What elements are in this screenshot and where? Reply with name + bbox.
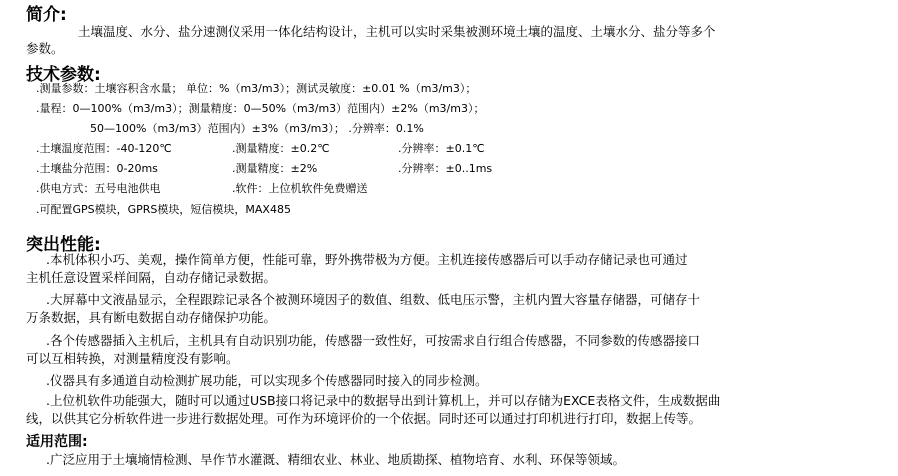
feature-2-line-1: .大屏幕中文液晶显示，全程跟踪记录各个被测环境因子的数值、组数、低电压示警，主机内置大容量存储器，可储存十 xyxy=(46,292,700,307)
feature-1-line-1: .本机体积小巧、美观，操作简单方便，性能可靠，野外携带极为方便。主机连接传感器后可以手动存储记录也可通过 xyxy=(46,252,688,267)
intro-heading: 简介: xyxy=(26,5,67,25)
spec-software: .软件：上位机软件免费赠送 xyxy=(232,182,368,195)
feature-4: .仪器具有多通道自动检测扩展功能，可以实现多个传感器同时接入的同步检测。 xyxy=(46,373,488,388)
spec-row-range-cont: 50—100%（m3/m3）范围内）±3%（m3/m3）； .分辨率：0.1% xyxy=(90,122,424,135)
intro-text-line-1: 土壤温度、水分、盐分速测仪采用一体化结构设计，主机可以实时采集被测环境土壤的温度、土壤水分、盐分等多个 xyxy=(78,24,716,39)
spec-row-measure-params: .测量参数：土壤容积含水量； 单位：%（m3/m3）；测试灵敏度：±0.01 %（m3/m3）； xyxy=(36,82,477,95)
features-heading: 突出性能: xyxy=(26,235,101,255)
feature-5-line-2: 线，以供其它分析软件进一步进行数据处理。可作为环境评价的一个依据。同时还可以通过打印机进行打印，数据上传等。 xyxy=(26,411,702,426)
scope-heading: 适用范围: xyxy=(26,434,88,450)
spec-temp-resolution: .分辨率：±0.1℃ xyxy=(398,142,485,155)
feature-3-line-2: 可以互相转换，对测量精度没有影响。 xyxy=(26,351,239,366)
intro-text-line-2: 参数。 xyxy=(26,41,64,56)
spec-row-range: .量程：0—100%（m3/m3）；测量精度：0—50%（m3/m3）范围内）±2%（m3/m3）； xyxy=(36,102,485,115)
spec-salt-range: .土壤盐分范围：0-20ms xyxy=(36,162,158,175)
feature-5-line-1: .上位机软件功能强大，随时可以通过USB接口将记录中的数据导出到计算机上，并可以存储为EXCE表格文件，生成数据曲 xyxy=(46,393,721,408)
spec-salt-accuracy: .测量精度：±2% xyxy=(232,162,318,175)
specs-heading: 技术参数: xyxy=(26,65,101,85)
spec-modules: .可配置GPS模块，GPRS模块，短信模块，MAX485 xyxy=(36,203,291,216)
spec-salt-resolution: .分辨率：±0..1ms xyxy=(398,162,493,175)
spec-temp-accuracy: .测量精度：±0.2℃ xyxy=(232,142,330,155)
feature-2-line-2: 万条数据，具有断电数据自动存储保护功能。 xyxy=(26,310,277,325)
spec-temp-range: .土壤温度范围：-40-120℃ xyxy=(36,142,172,155)
spec-power: .供电方式：五号电池供电 xyxy=(36,182,161,195)
feature-3-line-1: .各个传感器插入主机后，主机具有自动识别功能，传感器一致性好，可按需求自行组合传感器，不同参数的传感器接口 xyxy=(46,333,700,348)
feature-1-line-2: 主机任意设置采样间隔，自动存储记录数据。 xyxy=(26,270,277,285)
scope-text: .广泛应用于土壤墒情检测、旱作节水灌溉、精细农业、林业、地质勘探、植物培育、水利、环保等领域。 xyxy=(46,452,625,467)
